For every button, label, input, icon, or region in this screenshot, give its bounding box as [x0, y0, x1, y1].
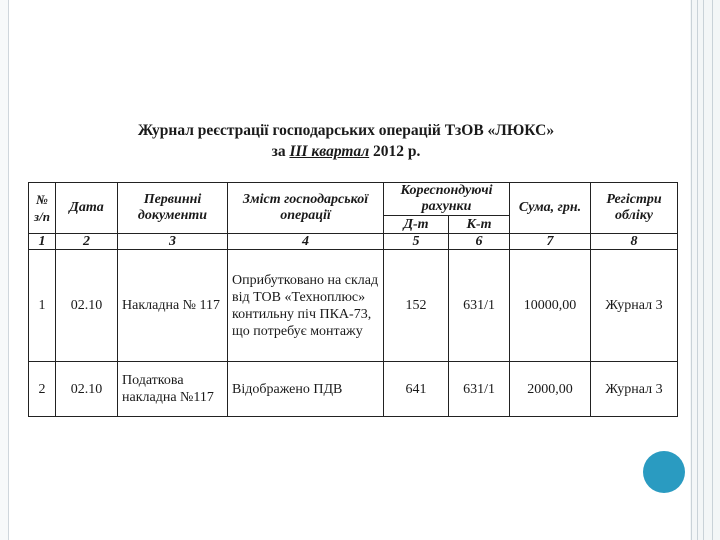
- left-frame-border: [0, 0, 9, 540]
- right-frame-line: [691, 0, 692, 540]
- title-line-2: [40, 141, 652, 162]
- journal-table: [28, 182, 678, 417]
- row-register: Журнал 3: [591, 362, 678, 417]
- row-debit: 152: [384, 250, 449, 362]
- row-amount: 2000,00: [510, 362, 591, 417]
- row-date: 02.10: [56, 362, 118, 417]
- title-period: ІІІ квартал: [289, 143, 370, 160]
- title-line-1: Журнал реєстрації господарських операцій ТзОВ «ЛЮКС»: [137, 122, 555, 139]
- row-content: Оприбутковано на склад від ТОВ «Техноплюс» контильну піч ПКА-73, що потребує монтажу: [228, 250, 384, 362]
- page-title: [40, 120, 652, 162]
- badge-circle-icon: [643, 451, 685, 493]
- row-credit: 631/1: [449, 362, 510, 417]
- column-number: 3: [118, 234, 228, 250]
- row-document: Накладна № 117: [118, 250, 228, 362]
- title-suffix: 2012 р.: [373, 143, 421, 160]
- row-amount: 10000,00: [510, 250, 591, 362]
- column-number: 6: [449, 234, 510, 250]
- right-frame-line: [697, 0, 698, 540]
- header-debit: Д-т: [384, 216, 449, 234]
- header-registers: Регістри обліку: [591, 183, 678, 234]
- column-number: 7: [510, 234, 591, 250]
- row-credit: 631/1: [449, 250, 510, 362]
- table-row: [29, 362, 678, 417]
- column-number: 1: [29, 234, 56, 250]
- row-date: 02.10: [56, 250, 118, 362]
- title-prefix: за: [271, 143, 286, 160]
- table-row: [29, 250, 678, 362]
- header-row: [29, 183, 678, 216]
- column-number-row: [29, 234, 678, 250]
- row-content: Відображено ПДВ: [228, 362, 384, 417]
- header-date: Дата: [56, 183, 118, 234]
- decorative-circle-badge: [640, 448, 688, 496]
- header-documents: Первинні документи: [118, 183, 228, 234]
- header-content: Зміст господарської операції: [228, 183, 384, 234]
- header-number: № з/п: [29, 183, 56, 234]
- row-register: Журнал 3: [591, 250, 678, 362]
- row-document: Податкова накладна №117: [118, 362, 228, 417]
- column-number: 2: [56, 234, 118, 250]
- row-debit: 641: [384, 362, 449, 417]
- column-number: 8: [591, 234, 678, 250]
- right-frame-line: [712, 0, 713, 540]
- header-accounts: Кореспондуючі рахунки: [384, 183, 510, 216]
- row-number: 1: [29, 250, 56, 362]
- header-credit: К-т: [449, 216, 510, 234]
- right-frame-band: [690, 0, 720, 540]
- column-number: 5: [384, 234, 449, 250]
- column-number: 4: [228, 234, 384, 250]
- row-number: 2: [29, 362, 56, 417]
- header-amount: Сума, грн.: [510, 183, 591, 234]
- right-frame-line: [703, 0, 704, 540]
